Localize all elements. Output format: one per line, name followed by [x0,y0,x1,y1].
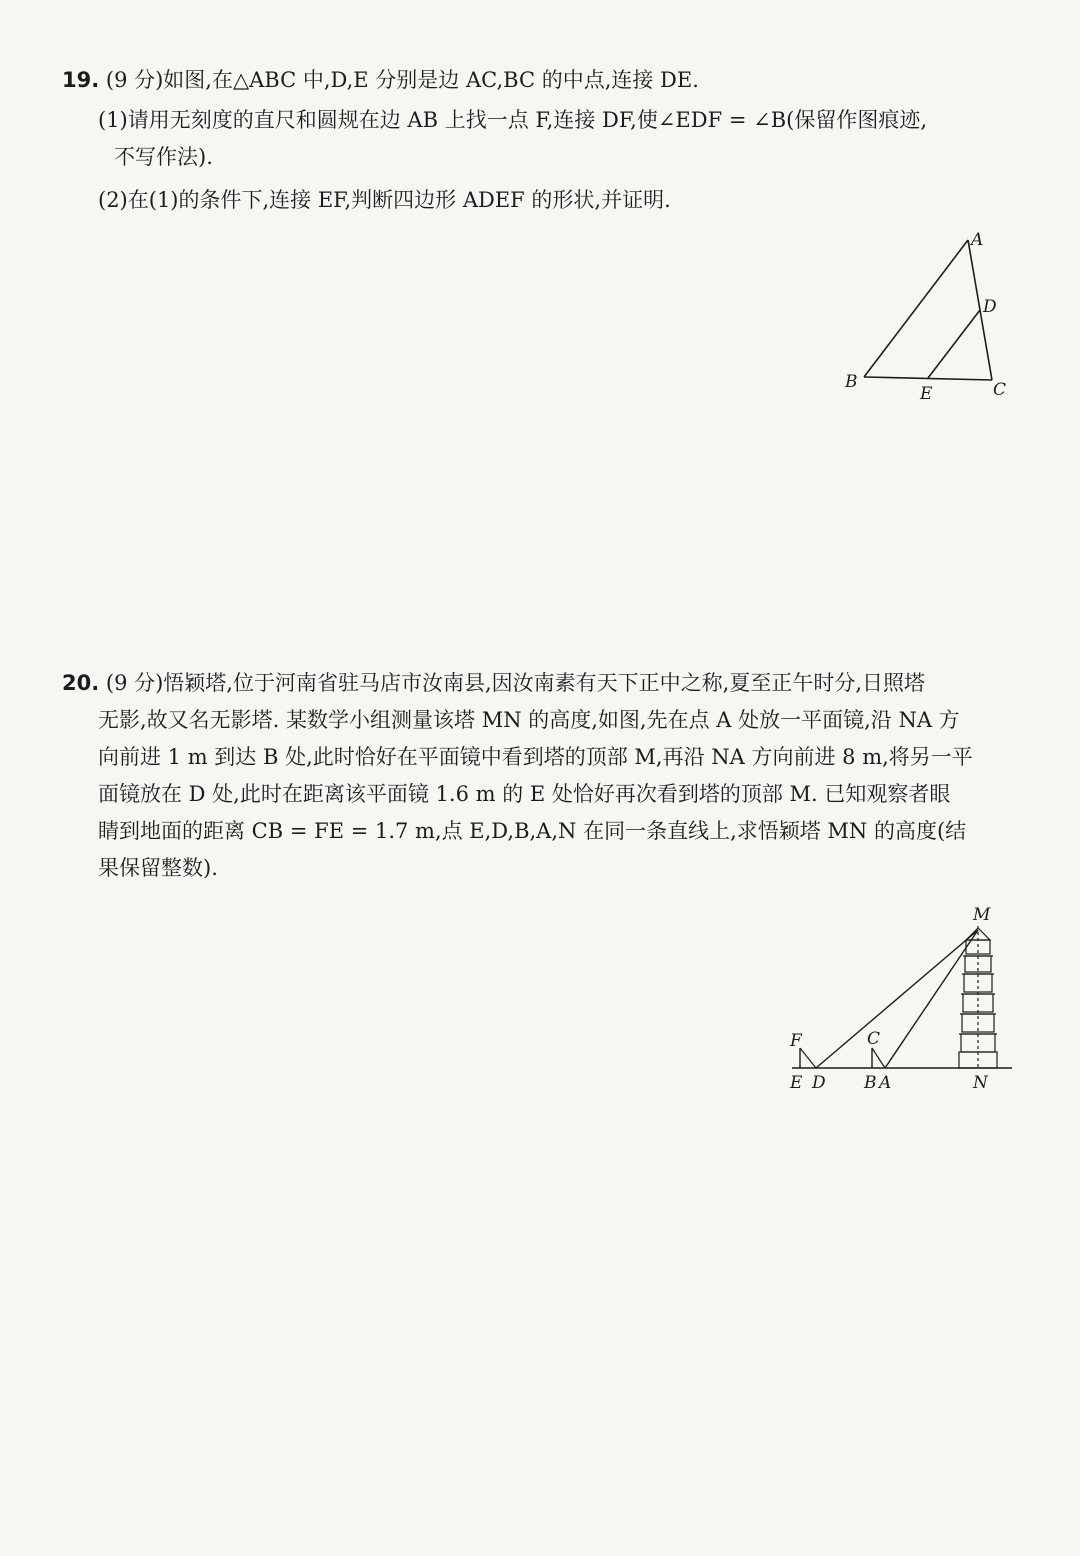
part-1-text: (1)请用无刻度的直尺和圆规在边 AB 上找一点 F,连接 DF,使∠EDF = ∠B(保留作图痕迹, [98,108,928,132]
question-stem: (9 分)悟颖塔,位于河南省驻马店市汝南县,因汝南素有天下正中之称,夏至正午时分,日照塔 [105,671,926,695]
pagoda-tower [959,926,997,1068]
label-N: N [973,1073,988,1093]
label-B: B [864,1073,877,1093]
label-A: A [879,1073,892,1093]
question-20 [62,665,1022,887]
label-D: D [812,1073,826,1093]
segment-DE [928,310,980,378]
label-E: E [790,1073,803,1093]
question-number: 20. [62,671,100,695]
stem-line-4: 面镜放在 D 处,此时在距离该平面镜 1.6 m 的 E 处恰好再次看到塔的顶部 M. 已知观察者眼 [98,782,951,806]
sight-CA [872,1048,885,1068]
part-1-continuation: 不写作法). [114,145,213,169]
stem-line-2: 无影,故又名无影塔. 某数学小组测量该塔 MN 的高度,如图,先在点 A 处放一平面镜,沿 NA 方 [98,708,960,732]
stem-line-5: 睛到地面的距离 CB = FE = 1.7 m,点 E,D,B,A,N 在同一条直线上,求悟颖塔 MN 的高度(结 [98,819,967,843]
label-F: F [790,1031,802,1051]
label-D: D [983,297,997,317]
label-E: E [920,384,933,404]
question-19 [62,62,1022,219]
segment-AB [864,240,968,377]
stem-line-3: 向前进 1 m 到达 B 处,此时恰好在平面镜中看到塔的顶部 M,再沿 NA 方向前进 8 m,将另一平 [98,745,973,769]
label-C: C [867,1029,881,1049]
stem-line-6: 果保留整数). [98,856,218,880]
ray-DM [816,930,978,1068]
ray-AM [885,930,978,1068]
label-A: A [971,230,984,250]
label-B: B [845,372,858,392]
label-M: M [973,905,991,925]
label-C: C [993,380,1007,400]
question-number: 19. [62,68,100,92]
tower-figure [780,900,1020,1100]
triangle-figure [835,225,1025,410]
part-2-text: (2)在(1)的条件下,连接 EF,判断四边形 ADEF 的形状,并证明. [98,188,671,212]
question-stem: (9 分)如图,在△ABC 中,D,E 分别是边 AC,BC 的中点,连接 DE. [105,68,699,92]
sight-FD [800,1048,816,1068]
